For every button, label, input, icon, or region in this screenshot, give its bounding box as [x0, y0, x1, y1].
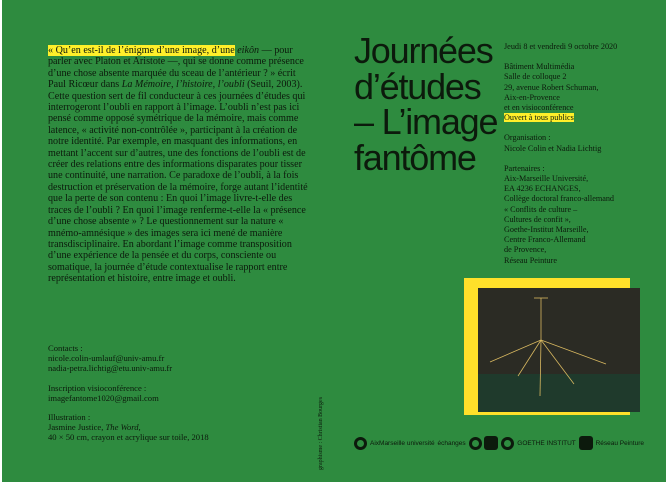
title-line-4: fantôme [354, 136, 476, 178]
book-title: La Mémoire, l’histoire, l’oubli [121, 79, 245, 91]
partner-line: « Conflits de culture – [504, 204, 578, 214]
amu-logo: AixMarseille université [354, 437, 435, 450]
poster-spread [2, 0, 666, 482]
venue-line: Salle de colloque 2 [504, 72, 567, 82]
venue-line: Bâtiment Multimédia [504, 62, 575, 72]
intro-body: (Seuil, 2003). Cette question sert de fil conducteur à ces journées d’études qui interrogeront l’oubli en rapport à l’image. L’oubli n’est pas ici pensé comme opposé symétrique de la mémoire, mais comme latence, « activité non-contrôlée », participant à la création de notre identité. Par exemple, en masquant des informations, en mettant l’accent sur d’autres, une des fonctions de l’oubli est de créer des relations entre des informations disparates pour tisser une continuité, une narration. Ce paradoxe de l’oubli, à la fois destruction et préservation de la mémoire, forge autant l’identité que la perte de son contenu : En quoi l’image livre-t-elle des traces de l’oubli ? En quoi l’image renferme-t-elle la « présence d’une chose absente » ? Le questionnement sur la nature « mnémo-amnésique » des images sera ici mené de manière transdisciplinaire. En abordant l’image comme transposition d’une expérience de la pensée et du corps, consciente ou somatique, la journée d’étude contextualise le rapport entre représentation et histoire, entre image et oubli. [48, 79, 308, 285]
contact-email-1[interactable]: nicole.colin-umlauf@univ-amu.fr [48, 353, 165, 364]
venue-line: et en visioconférence [504, 103, 574, 113]
poster-title [354, 30, 498, 178]
partner-line: Réseau Peinture [504, 255, 557, 265]
design-credit: graphisme : Christian Bourges [318, 396, 324, 470]
event-info [504, 42, 644, 276]
title-line-1: Journées [354, 30, 493, 71]
venue-line: Aix-en-Provence [504, 92, 560, 102]
registration-email[interactable]: imagefantome1020@gmail.com [48, 392, 159, 403]
venue-block [504, 62, 644, 123]
goethe-logo: GOETHE INSTITUT [501, 437, 576, 450]
organisation-label: Organisation : [504, 133, 551, 143]
intro-after-eikon: — pour parler avec Platon et Aristote —, qui se donne comme présence d’une chose absente marquée du sceau de l’antérieur ? » écrit Paul Ricœur dans [48, 45, 304, 91]
illustration-medium: 40 × 50 cm, crayon et acrylique sur toile, 2018 [48, 432, 209, 443]
title-line-3: – L’image [354, 101, 498, 142]
partner-line: Cultures de confit », [504, 214, 571, 224]
echanges-logo: échanges [437, 437, 481, 450]
echanges-icon [469, 437, 482, 450]
partners-block [504, 164, 644, 266]
goethe-icon [501, 437, 514, 450]
open-to-public: Ouvert à tous publics [504, 113, 574, 123]
partner-line: Centre Franco-Allemand [504, 235, 586, 245]
intro-highlight: « Qu’en est-il de l’énigme d’une image, d’une [48, 45, 235, 56]
eikon-word: eikôn [237, 45, 260, 56]
partner-line: EA 4236 ECHANGES, [504, 184, 581, 194]
artwork-image [478, 288, 640, 412]
illustration-label: Illustration : [48, 412, 91, 423]
contacts-block [48, 343, 310, 452]
contacts-label: Contacts : [48, 343, 83, 353]
venue-line: 29, avenue Robert Schuman, [504, 82, 599, 92]
partner-line: Goethe-Institut Marseille, [504, 225, 589, 235]
amu-icon [354, 437, 367, 450]
title-line-2: d’études [354, 65, 481, 107]
partner-line: Aix-Marseille Université, [504, 174, 589, 184]
contact-email-2[interactable]: nadia-petra.lichtig@etu.univ-amu.fr [48, 363, 173, 374]
reseau-icon [579, 436, 593, 450]
intro-paragraph [48, 45, 310, 285]
partner-logos [354, 432, 644, 454]
illustration-credit [48, 422, 310, 432]
work-title: The Word, [105, 422, 141, 433]
organisation-names: Nicole Colin et Nadia Lichtig [504, 143, 602, 153]
intro-text [48, 45, 310, 285]
partner-line: Collège doctoral franco-allemand [504, 194, 615, 204]
registration-label: Inscription visioconférence : [48, 382, 147, 393]
event-dates: Jeudi 8 et vendredi 9 octobre 2020 [504, 42, 618, 51]
organisation-block [504, 133, 644, 153]
partners-label: Partenaires : [504, 163, 545, 173]
flag-icon [484, 436, 498, 450]
artwork-drawing [478, 288, 640, 412]
partner-line: de Provence, [504, 245, 547, 255]
artist-name: Jasmine Justice, [48, 422, 106, 433]
franco-allemand-logo [484, 436, 498, 450]
reseau-logo: Réseau Peinture [579, 436, 644, 450]
